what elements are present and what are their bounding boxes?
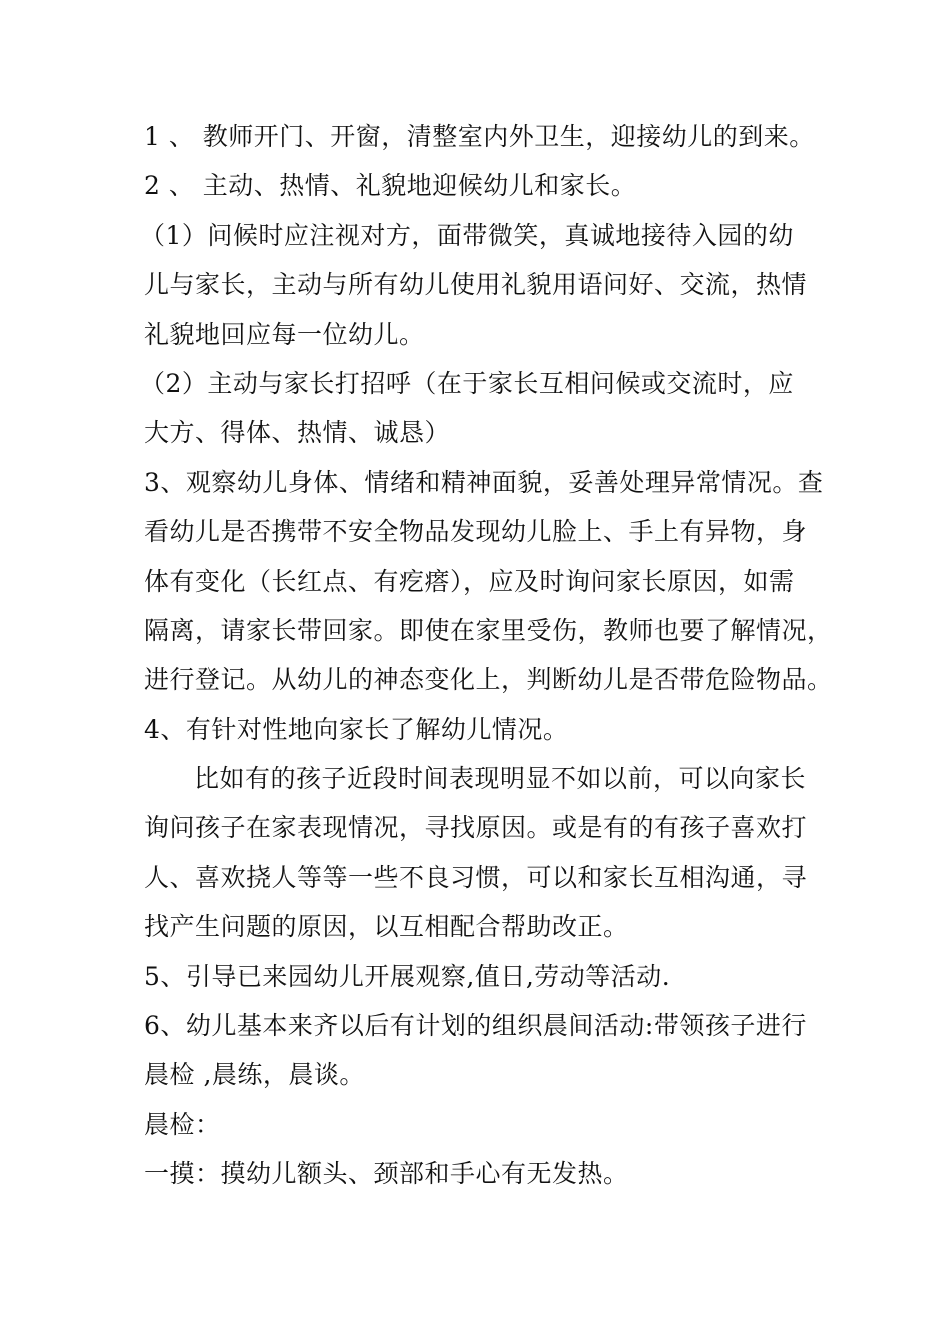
- paragraph-line-2: 询问孩子在家表现情况，寻找原因。或是有的有孩子喜欢打: [144, 813, 808, 843]
- item-3-line-1: 3、观察幼儿身体、情绪和精神面貌，妥善处理异常情况。查: [144, 467, 824, 497]
- item-3-line-3: 体有变化（长红点、有疙瘩），应及时询问家长原因，如需: [144, 566, 795, 596]
- item-3-line-4: 隔离，请家长带回家。即使在家里受伤，教师也要了解情况，: [144, 615, 833, 645]
- item-1-line: 1 、 教师开门、开窗，清整室内外卫生，迎接幼儿的到来。: [144, 122, 815, 151]
- item-3-line-2: 看幼儿是否携带不安全物品发现幼儿脸上、手上有异物，身: [144, 517, 808, 547]
- paragraph-line-4: 找产生问题的原因，以互相配合帮助改正。: [144, 912, 629, 942]
- item-4-line: 4、有针对性地向家长了解幼儿情况。: [144, 714, 569, 744]
- sub-item-1-line-3: 礼貌地回应每一位幼儿。: [144, 319, 425, 349]
- sub-item-1-line-2: 儿与家长，主动与所有幼儿使用礼貌用语问好、交流，热情: [144, 270, 808, 300]
- item-5-line: 5、引导已来园幼儿开展观察,值日,劳动等活动.: [144, 961, 671, 991]
- sub-item-1-line-1: （1）问候时应注视对方，面带微笑，真诚地接待入园的幼: [140, 220, 794, 250]
- item-2-line: 2 、 主动、热情、礼貌地迎候幼儿和家长。: [144, 171, 637, 201]
- paragraph-line-1: 比如有的孩子近段时间表现明显不如以前，可以向家长: [194, 764, 807, 794]
- sub-item-2-line-1: （2）主动与家长打招呼（在于家长互相问候或交流时，应: [140, 368, 794, 398]
- document-body: [140, 112, 833, 1199]
- sub-item-2-line-2: 大方、得体、热情、诚恳）: [144, 418, 451, 448]
- paragraph-line-3: 人、喜欢挠人等等一些不良习惯，可以和家长互相沟通，寻: [144, 862, 808, 892]
- item-6-line-1: 6、幼儿基本来齐以后有计划的组织晨间活动:带领孩子进行: [144, 1011, 807, 1041]
- item-3-line-5: 进行登记。从幼儿的神态变化上，判断幼儿是否带危险物品。: [144, 665, 833, 695]
- item-6-line-2: 晨检 ,晨练，晨谈。: [144, 1060, 365, 1090]
- morning-check-heading: 晨检：: [144, 1109, 221, 1139]
- morning-check-step-1: 一摸：摸幼儿额头、颈部和手心有无发热。: [144, 1159, 629, 1189]
